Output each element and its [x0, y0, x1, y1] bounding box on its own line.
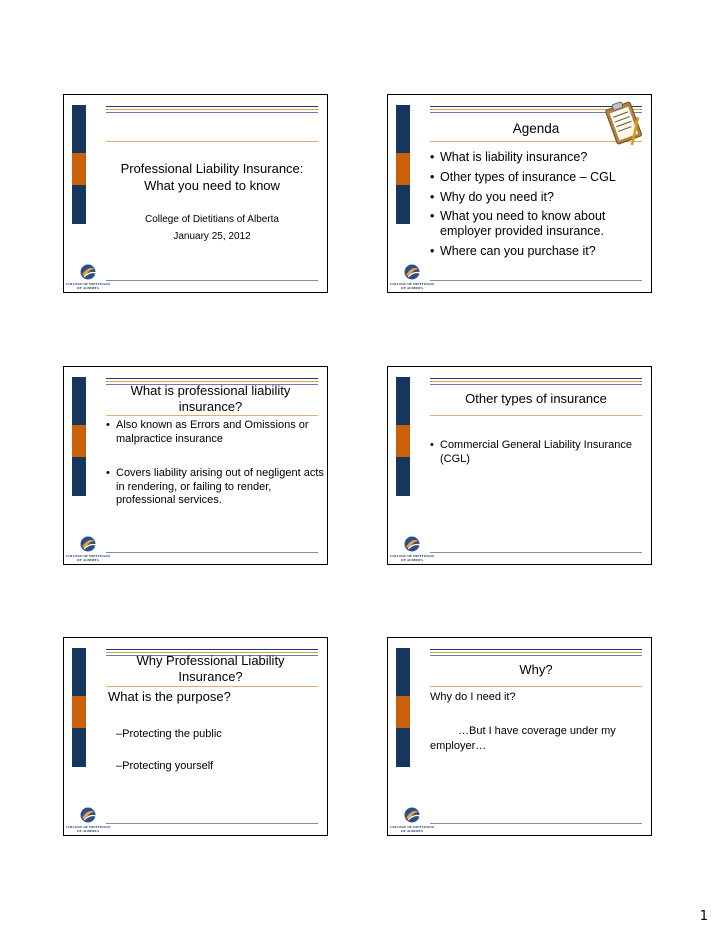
agenda-item: • Where can you purchase it? — [430, 244, 596, 258]
quote-text: …But I have coverage under my employer… — [430, 725, 616, 752]
logo-icon — [78, 263, 98, 281]
logo-icon — [78, 806, 98, 824]
logo-text-line1: COLLEGE OF DIETITIANS — [66, 554, 110, 558]
footer-rule — [106, 823, 318, 824]
header-lines — [430, 378, 642, 385]
agenda-item: • What you need to know about employer provided insurance. — [430, 209, 606, 238]
slide-2-agenda — [387, 94, 652, 293]
accent-bar-orange — [396, 425, 410, 457]
agenda-item: • Why do you need it? — [430, 190, 554, 204]
accent-bar-navy-bottom — [396, 728, 410, 767]
college-logo — [390, 806, 434, 834]
slide-title-line2: What you need to know — [144, 178, 280, 193]
logo-text-line2: OF ALBERTA — [77, 557, 99, 562]
slide-title: Professional Liability Insurance: — [120, 161, 304, 176]
logo-icon — [402, 535, 422, 553]
slide-6-why — [387, 637, 652, 836]
slide-4-other-types — [387, 366, 652, 565]
footer-rule — [106, 280, 318, 281]
header-lines — [106, 106, 318, 113]
slide-title: Agenda — [512, 121, 560, 136]
logo-text-line2: OF ALBERTA — [401, 828, 423, 833]
accent-bar-navy-bottom — [396, 185, 410, 224]
title-rule — [106, 141, 318, 142]
accent-bar-navy-top — [396, 105, 410, 153]
accent-bar-navy-bottom — [396, 457, 410, 496]
header-lines — [430, 649, 642, 656]
clipboard-icon — [602, 99, 646, 149]
slide-title: Why Professional Liability Insurance? — [136, 653, 285, 684]
org-name: College of Dietitians of Alberta — [145, 214, 279, 225]
slide-title: Other types of insurance — [465, 391, 607, 406]
footer-rule — [430, 552, 642, 553]
logo-icon — [402, 263, 422, 281]
college-logo — [66, 806, 110, 834]
purpose-item: –Protecting yourself — [116, 760, 214, 772]
slide-3-definition — [63, 366, 328, 565]
bullet-item: • Covers liability arising out of negligent acts in rendering, or failing to render, professional services. — [106, 467, 324, 506]
accent-bar-navy-top — [72, 105, 86, 153]
accent-bar-navy-bottom — [72, 728, 86, 767]
accent-bar-navy-bottom — [72, 185, 86, 224]
accent-bar-orange — [396, 696, 410, 728]
slide-5-purpose — [63, 637, 328, 836]
footer-rule — [106, 552, 318, 553]
footer-rule — [430, 280, 642, 281]
footer-rule — [430, 823, 642, 824]
logo-icon — [78, 535, 98, 553]
accent-bar-navy-top — [72, 377, 86, 425]
slide-subtitle: What is the purpose? — [108, 689, 231, 704]
logo-text-line2: OF ALBERTA — [401, 557, 423, 562]
slide-1-title — [63, 94, 328, 293]
logo-icon — [402, 806, 422, 824]
accent-bar-orange — [72, 153, 86, 185]
presentation-date: January 25, 2012 — [173, 231, 251, 242]
title-rule — [430, 686, 642, 687]
college-logo — [390, 535, 434, 563]
agenda-item: • Other types of insurance – CGL — [430, 170, 616, 184]
bullet-item: • Commercial General Liability Insurance (CGL) — [430, 439, 632, 465]
logo-text-line1: COLLEGE OF DIETITIANS — [66, 282, 110, 286]
accent-bar-navy-top — [396, 648, 410, 696]
accent-bar-navy-top — [72, 648, 86, 696]
logo-text-line2: OF ALBERTA — [77, 285, 99, 290]
accent-bar-navy-top — [396, 377, 410, 425]
college-logo — [390, 263, 434, 291]
logo-text-line2: OF ALBERTA — [401, 285, 423, 290]
logo-text-line1: COLLEGE OF DIETITIANS — [390, 282, 434, 286]
logo-text-line1: COLLEGE OF DIETITIANS — [390, 554, 434, 558]
accent-bar-orange — [396, 153, 410, 185]
title-rule — [106, 686, 318, 687]
logo-text-line1: COLLEGE OF DIETITIANS — [66, 825, 110, 829]
agenda-item: • What is liability insurance? — [430, 150, 588, 164]
title-rule — [106, 415, 318, 416]
logo-text-line1: COLLEGE OF DIETITIANS — [390, 825, 434, 829]
college-logo — [66, 263, 110, 291]
purpose-item: –Protecting the public — [116, 728, 222, 740]
accent-bar-orange — [72, 696, 86, 728]
accent-bar-navy-bottom — [72, 457, 86, 496]
logo-text-line2: OF ALBERTA — [77, 828, 99, 833]
accent-bar-orange — [72, 425, 86, 457]
bullet-item: • Also known as Errors and Omissions or malpractice insurance — [106, 419, 309, 445]
slide-title: What is professional liability insurance? — [130, 383, 291, 414]
slide-subtitle: Why do I need it? — [430, 691, 516, 703]
title-rule — [430, 415, 642, 416]
slide-title: Why? — [519, 662, 553, 677]
college-logo — [66, 535, 110, 563]
page-number: 1 — [699, 909, 708, 924]
